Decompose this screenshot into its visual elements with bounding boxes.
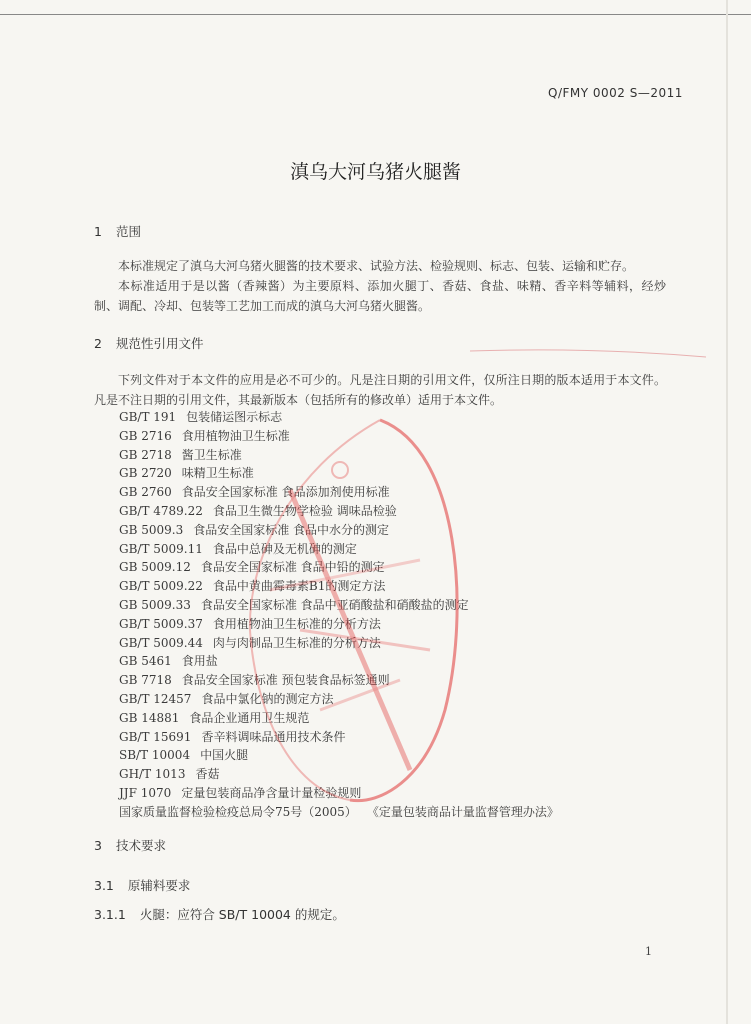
reference-item bbox=[119, 615, 559, 634]
reference-title: 香辛料调味品通用技术条件 bbox=[201, 729, 346, 744]
reference-title: 食品安全国家标准 食品中亚硝酸盐和硝酸盐的测定 bbox=[200, 597, 469, 612]
reference-item bbox=[119, 521, 559, 540]
reference-code: GB 2718 bbox=[119, 447, 172, 462]
reference-item bbox=[119, 746, 559, 765]
section-number: 2 bbox=[94, 336, 102, 351]
reference-code: GB/T 4789.22 bbox=[119, 503, 203, 518]
reference-item bbox=[119, 483, 559, 502]
reference-code: GB/T 5009.11 bbox=[119, 541, 203, 556]
reference-code: GB/T 5009.44 bbox=[119, 635, 203, 650]
reference-item bbox=[119, 803, 559, 822]
reference-code: 国家质量监督检验检疫总局令75号（2005） bbox=[119, 804, 357, 819]
reference-item bbox=[119, 765, 559, 784]
reference-code: GH/T 1013 bbox=[119, 767, 186, 782]
reference-item bbox=[119, 596, 559, 615]
reference-item bbox=[119, 502, 559, 521]
reference-code: GB/T 191 bbox=[119, 410, 177, 424]
reference-title: 包装储运图示标志 bbox=[186, 410, 283, 424]
section-title: 原辅料要求 bbox=[127, 878, 191, 893]
paragraph: 本标准规定了滇乌大河乌猪火腿酱的技术要求、试验方法、检验规则、标志、包装、运输和贮存。 bbox=[118, 259, 635, 273]
top-rule bbox=[0, 14, 751, 15]
reference-title: 食用植物油卫生标准 bbox=[181, 428, 290, 443]
page-number: 1 bbox=[645, 945, 652, 958]
reference-title: 酱卫生标准 bbox=[181, 447, 242, 462]
reference-item bbox=[119, 408, 559, 427]
reference-item bbox=[119, 634, 559, 653]
reference-code: GB 14881 bbox=[119, 710, 180, 725]
scan-edge bbox=[726, 0, 728, 1024]
reference-item bbox=[119, 558, 559, 577]
reference-title: 食品中氯化钠的测定方法 bbox=[201, 691, 334, 706]
reference-title: 食品安全国家标准 食品添加剂使用标准 bbox=[181, 485, 390, 500]
reference-item bbox=[119, 540, 559, 559]
reference-code: SB/T 10004 bbox=[119, 748, 191, 763]
section-3-1-heading bbox=[94, 876, 190, 894]
reference-code: GB/T 5009.37 bbox=[119, 616, 203, 631]
section-2-heading bbox=[94, 334, 203, 352]
reference-title: 食用盐 bbox=[181, 654, 218, 669]
reference-item bbox=[119, 728, 559, 747]
clause-text: 火腿：应符合 SB/T 10004 的规定。 bbox=[139, 907, 345, 922]
reference-code: GB/T 12457 bbox=[119, 691, 192, 706]
page-title: 滇乌大河乌猪火腿酱 bbox=[289, 161, 461, 183]
reference-code: GB 2760 bbox=[119, 485, 172, 500]
reference-title: 食品卫生微生物学检验 调味品检验 bbox=[212, 503, 397, 518]
reference-title: 食品安全国家标准 预包装食品标签通则 bbox=[181, 673, 390, 688]
section-title: 规范性引用文件 bbox=[115, 336, 204, 351]
section-3-1-1 bbox=[94, 905, 345, 923]
reference-title: 食品中总砷及无机砷的测定 bbox=[212, 541, 357, 556]
reference-code: GB 5009.33 bbox=[119, 597, 191, 612]
reference-title: 香菇 bbox=[195, 767, 220, 782]
reference-item bbox=[119, 652, 559, 671]
section-1-body bbox=[94, 256, 666, 316]
reference-item bbox=[119, 784, 559, 803]
reference-item bbox=[119, 577, 559, 596]
reference-item bbox=[119, 446, 559, 465]
reference-title: 食品中黄曲霉毒素B1的测定方法 bbox=[212, 579, 386, 594]
section-title: 技术要求 bbox=[115, 838, 166, 853]
reference-title: 中国火腿 bbox=[200, 748, 249, 763]
reference-title: 食用植物油卫生标准的分析方法 bbox=[212, 616, 381, 631]
reference-title: 定量包装商品净含量计量检验规则 bbox=[181, 785, 362, 800]
section-number: 1 bbox=[94, 224, 102, 239]
reference-code: GB/T 5009.22 bbox=[119, 579, 203, 594]
reference-code: GB/T 15691 bbox=[119, 729, 192, 744]
reference-title: 肉与肉制品卫生标准的分析方法 bbox=[212, 635, 381, 650]
reference-code: GB 5009.3 bbox=[119, 522, 184, 537]
section-number: 3.1 bbox=[94, 878, 114, 893]
reference-title: 食品安全国家标准 食品中铅的测定 bbox=[200, 560, 385, 575]
section-number: 3.1.1 bbox=[94, 907, 126, 922]
reference-item bbox=[119, 709, 559, 728]
reference-item bbox=[119, 427, 559, 446]
reference-code: GB 7718 bbox=[119, 673, 172, 688]
reference-code: GB 2716 bbox=[119, 428, 172, 443]
reference-code: GB 5461 bbox=[119, 654, 172, 669]
section-3-heading bbox=[94, 836, 166, 854]
reference-code: JJF 1070 bbox=[119, 785, 172, 800]
reference-title: 味精卫生标准 bbox=[181, 466, 254, 481]
reference-item bbox=[119, 464, 559, 483]
paragraph: 本标准适用于是以酱（香辣酱）为主要原料、添加火腿丁、香菇、食盐、味精、香辛料等辅料，经炒制、调配、冷却、包装等工艺加工而成的滇乌大河乌猪火腿酱。 bbox=[94, 279, 666, 313]
section-title: 范围 bbox=[115, 224, 141, 239]
section-number: 3 bbox=[94, 838, 102, 853]
paragraph: 下列文件对于本文件的应用是必不可少的。凡是注日期的引用文件，仅所注日期的版本适用于本文件。凡是不注日期的引用文件，其最新版本（包括所有的修改单）适用于本文件。 bbox=[94, 373, 666, 407]
reference-code: GB 2720 bbox=[119, 466, 172, 481]
pen-mark bbox=[470, 343, 710, 363]
section-2-intro bbox=[94, 370, 666, 410]
reference-title: 《定量包装商品计量监督管理办法》 bbox=[366, 804, 559, 819]
reference-title: 食品企业通用卫生规范 bbox=[189, 710, 310, 725]
reference-item bbox=[119, 671, 559, 690]
reference-title: 食品安全国家标准 食品中水分的测定 bbox=[193, 522, 390, 537]
reference-code: GB 5009.12 bbox=[119, 560, 191, 575]
reference-item bbox=[119, 690, 559, 709]
reference-list bbox=[119, 408, 559, 822]
section-1-heading bbox=[94, 222, 141, 240]
document-code: Q/FMY 0002 S—2011 bbox=[548, 86, 683, 100]
